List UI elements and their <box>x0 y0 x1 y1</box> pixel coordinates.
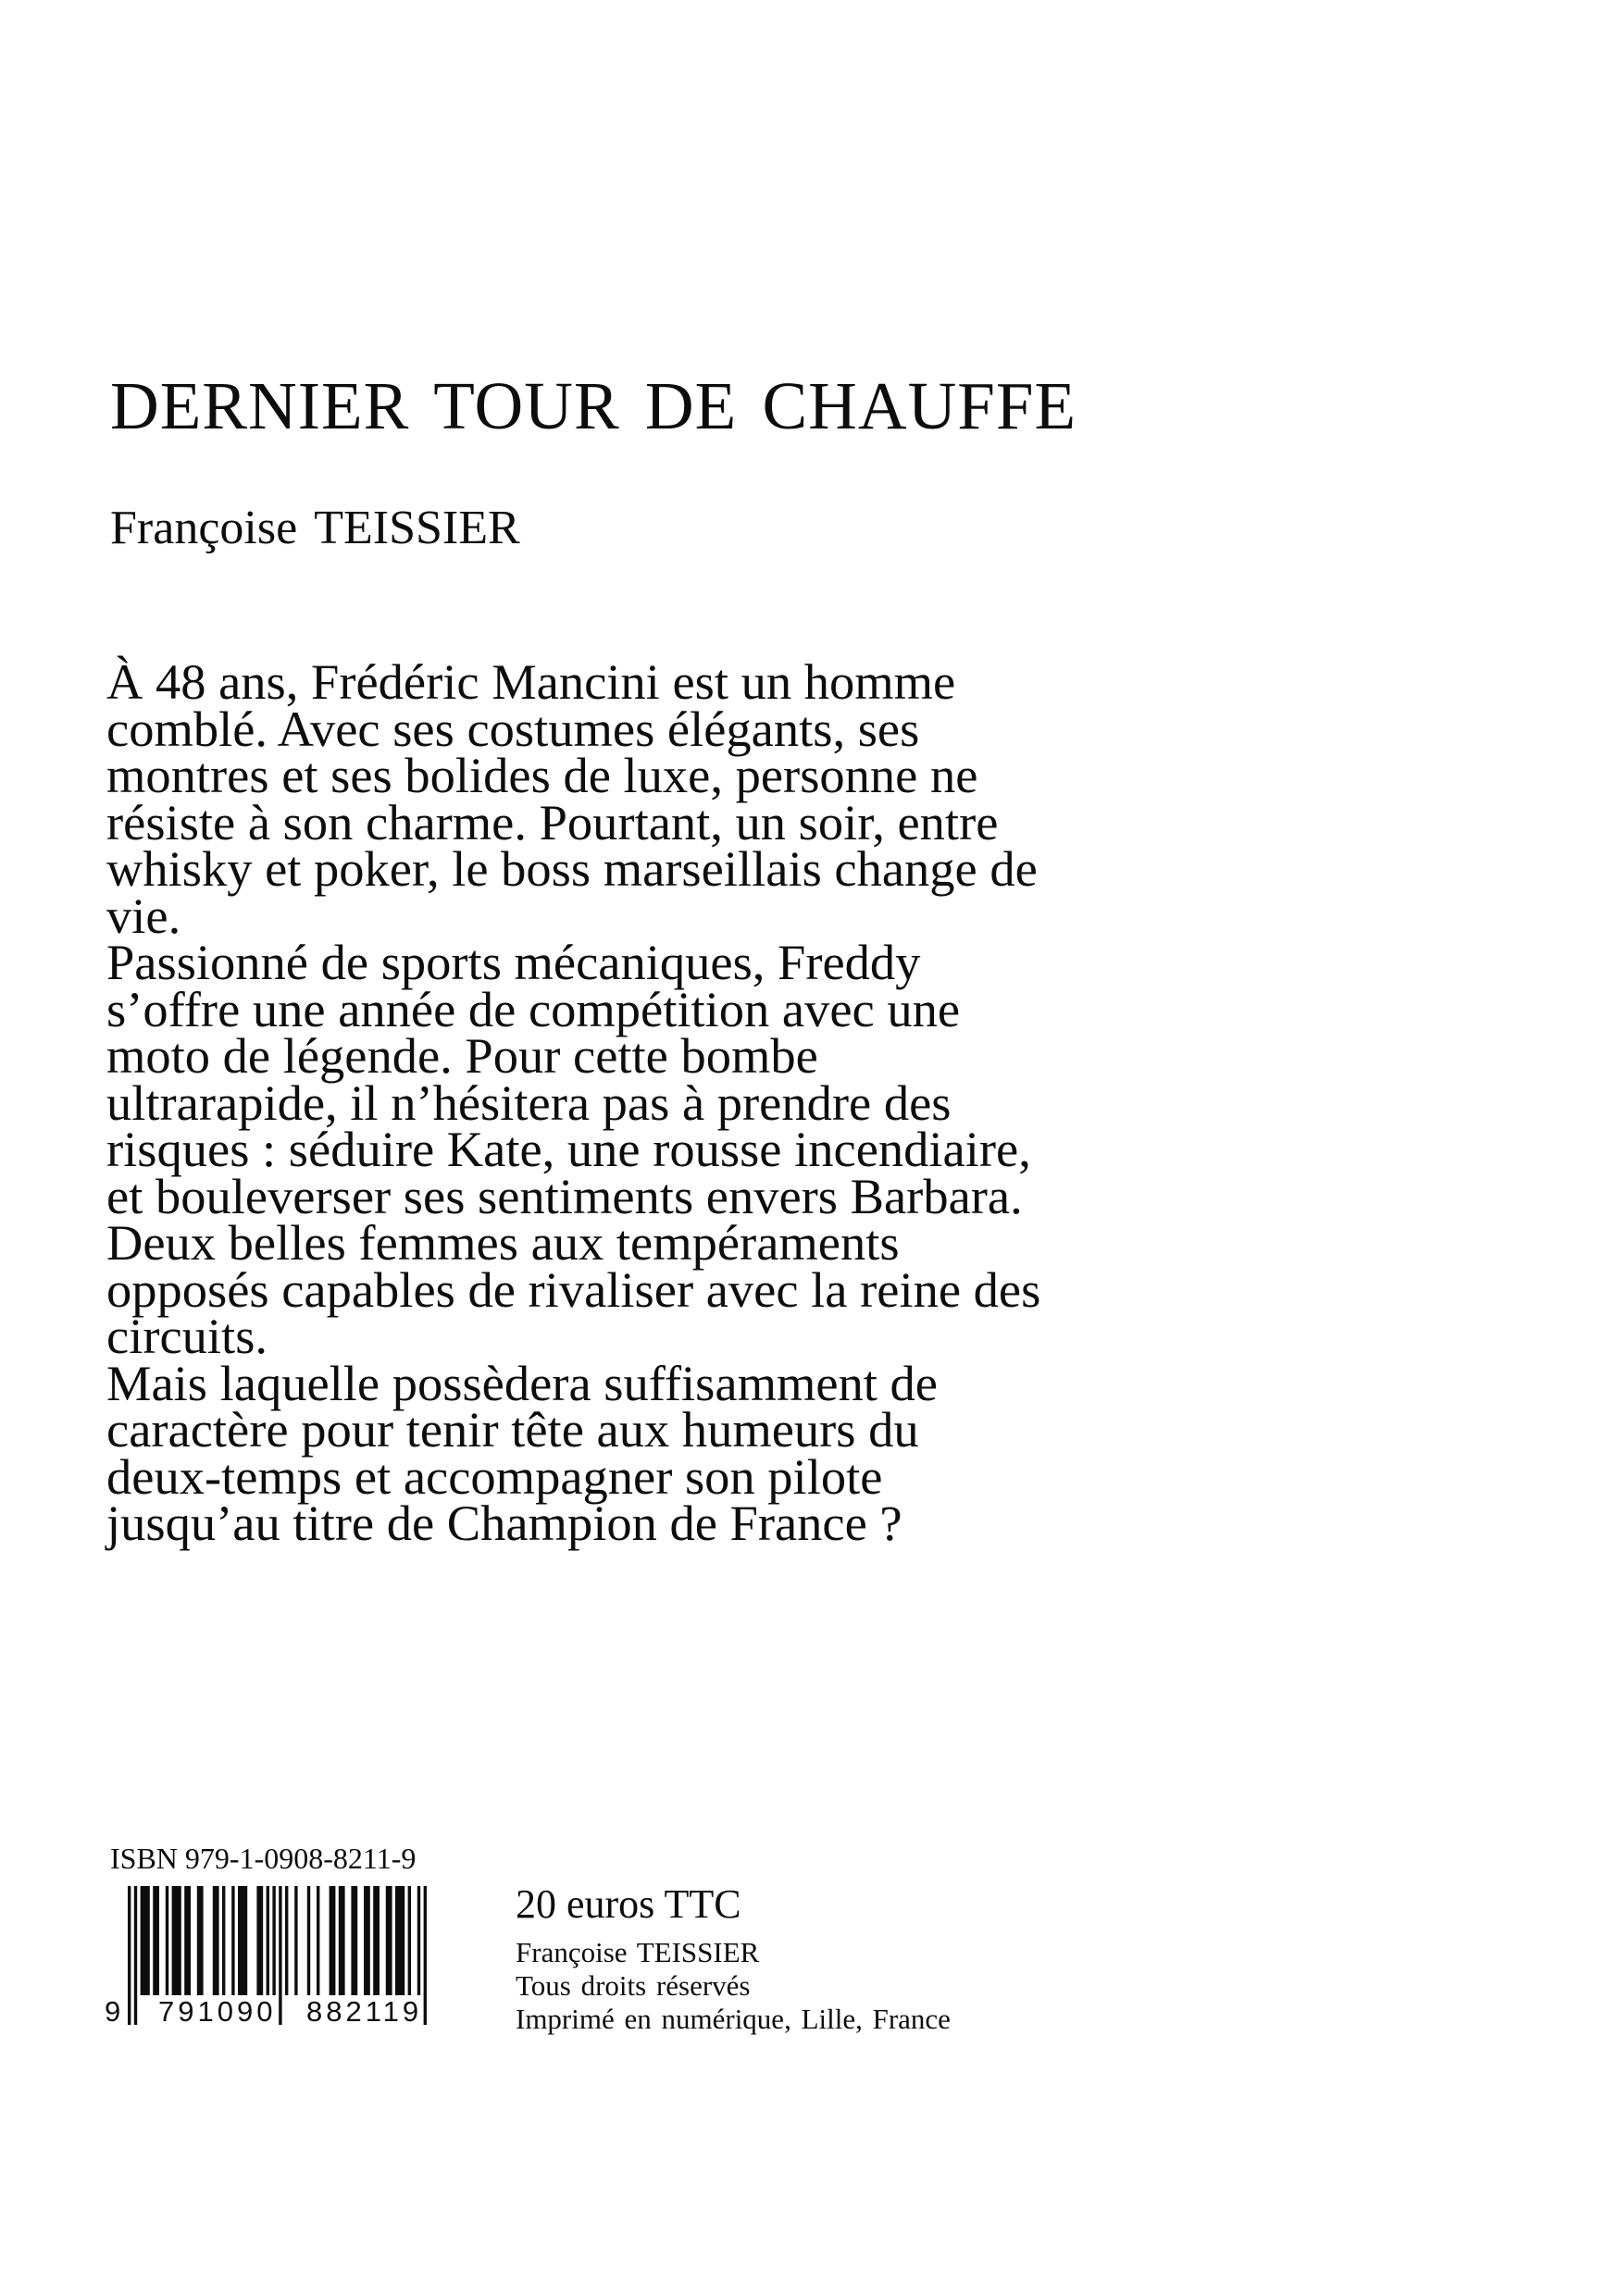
blurb-line: résiste à son charme. Pourtant, un soir, entre <box>106 793 999 850</box>
blurb-line: moto de légende. Pour cette bombe <box>106 1027 818 1084</box>
barcode-digits <box>104 1995 455 2029</box>
blurb-line: whisky et poker, le boss marseillais change de <box>106 840 1038 897</box>
barcode <box>104 1886 455 2028</box>
blurb-line: jusqu’au titre de Champion de France ? <box>106 1495 902 1551</box>
barcode-bar <box>153 1886 159 1995</box>
book-author: Françoise TEISSIER <box>110 502 520 554</box>
blurb-line: comblé. Avec ses costumes élégants, ses <box>106 700 920 757</box>
barcode-bar <box>166 1886 168 1995</box>
barcode-bar <box>317 1886 319 1995</box>
barcode-bar <box>330 1886 336 1995</box>
barcode-bar <box>222 1886 225 1995</box>
barcode-bar <box>238 1886 247 1995</box>
blurb-line: À 48 ans, Frédéric Mancini est un homme <box>106 653 956 710</box>
blurb-line: montres et ses bolides de luxe, personne ne <box>106 747 978 803</box>
barcode-bar <box>285 1886 288 1995</box>
blurb-line: caractère pour tenir tête aux humeurs du <box>106 1401 919 1458</box>
barcode-bar <box>373 1886 380 1995</box>
barcode-bar <box>172 1886 181 1995</box>
barcode-bar <box>294 1886 297 1995</box>
barcode-bar <box>364 1886 370 1995</box>
barcode-bar <box>213 1886 219 1995</box>
barcode-bar <box>395 1886 404 1995</box>
blurb-line: deux-temps et accompagner son pilote <box>106 1447 883 1505</box>
printing-info: Imprimé en numérique, Lille, France <box>516 2003 951 2035</box>
barcode-right-group: 882119 <box>306 1995 423 2028</box>
barcode-bar <box>256 1886 263 1995</box>
rights-notice: Tous droits réservés <box>516 1969 751 2002</box>
barcode-bar <box>339 1886 345 1995</box>
blurb-line: s’offre une année de compétition avec une <box>106 980 961 1037</box>
publication-info <box>516 1881 951 2036</box>
blurb-line: ultrarapide, il n’hésitera pas à prendre des <box>106 1074 952 1131</box>
blurb-line: Deux belles femmes aux tempéraments <box>106 1214 900 1271</box>
barcode-bar <box>386 1886 392 1995</box>
barcode-bar <box>141 1886 150 1995</box>
blurb <box>106 653 1254 1551</box>
barcode-bar <box>267 1886 269 1995</box>
blurb-line: et bouleverser ses sentiments envers Barbara. <box>106 1167 1023 1224</box>
barcode-bar <box>197 1886 204 1995</box>
isbn-label: ISBN 979-1-0908-8211-9 <box>110 1842 417 1875</box>
blurb-line: risques : séduire Kate, une rousse incendiaire, <box>106 1121 1031 1177</box>
blurb-line: Passionné de sports mécaniques, Freddy <box>106 934 921 990</box>
book-title: DERNIER TOUR DE CHAUFFE <box>110 368 1077 443</box>
blurb-line: circuits. <box>106 1308 268 1364</box>
barcode-bar <box>351 1886 357 1995</box>
publisher-author: Françoise TEISSIER <box>516 1936 760 1968</box>
price: 20 euros TTC <box>516 1881 741 1927</box>
barcode-lead-digit: 9 <box>105 1995 121 2028</box>
barcode-bar <box>408 1886 411 1995</box>
blurb-line: Mais laquelle possèdera suffisamment de <box>106 1354 938 1411</box>
barcode-left-group: 791090 <box>158 1995 277 2028</box>
blurb-line: vie. <box>106 887 181 944</box>
barcode-bar <box>231 1886 234 1995</box>
blurb-line: opposés capables de rivaliser avec la reine des <box>106 1260 1041 1318</box>
barcode-bar <box>307 1886 310 1995</box>
barcode-bar <box>184 1886 191 1995</box>
